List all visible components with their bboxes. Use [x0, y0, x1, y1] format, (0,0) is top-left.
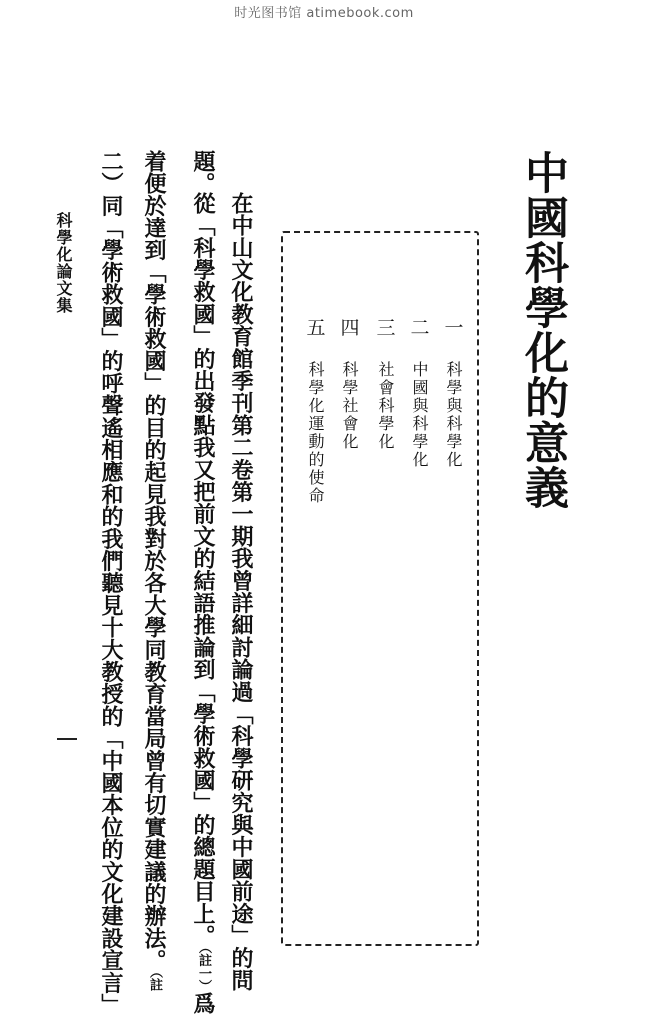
body-column-4-text: 着便於達到「學術救國」的目的起見我對於各大學同教育當局曾有切實建議的辦法。: [141, 150, 167, 972]
body-column-4: [143, 150, 165, 991]
toc-number-2: 二: [410, 317, 430, 339]
toc-entry-4: 科學社會化: [340, 361, 359, 451]
table-of-contents-box: [281, 231, 479, 946]
body-column-3-text: 從「科學救國」的出發點我又把前文的結語推論到「學術救國」的總題目上。: [190, 192, 216, 947]
toc-number-1: 一: [444, 317, 464, 339]
body-column-5: 二）同「學術救國」的呼聲遙相應和的我們聽見十大教授的「中國本位的文化建設宣言」: [98, 150, 124, 1016]
toc-entry-1: 科學與科學化: [444, 361, 463, 469]
footnote-marker-2: （註: [147, 971, 162, 991]
watermark: 时光图书馆 atimebook.com: [234, 6, 414, 21]
body-column-3: [192, 192, 214, 1015]
body-column-1: 在中山文化教育館季刊第二卷第一期我曾詳細討論過「科學研究與中國前途」的問: [228, 192, 254, 992]
toc-entry-5: 科學化運動的使命: [306, 361, 325, 505]
page-number: [57, 738, 77, 740]
footnote-marker-1: （註一）: [196, 946, 211, 993]
toc-number-4: 四: [340, 317, 360, 339]
toc-number-5: 五: [306, 317, 326, 339]
toc-number-3: 三: [376, 317, 396, 339]
body-column-2: 題。: [190, 150, 216, 195]
toc-entry-2: 中國與科學化: [410, 361, 429, 469]
running-header: 科學化論文集: [54, 212, 73, 314]
toc-entry-3: 社會科學化: [376, 361, 395, 451]
body-column-3-tail: 爲: [190, 992, 216, 1015]
page-title: 中國科學化的意義: [517, 150, 568, 510]
